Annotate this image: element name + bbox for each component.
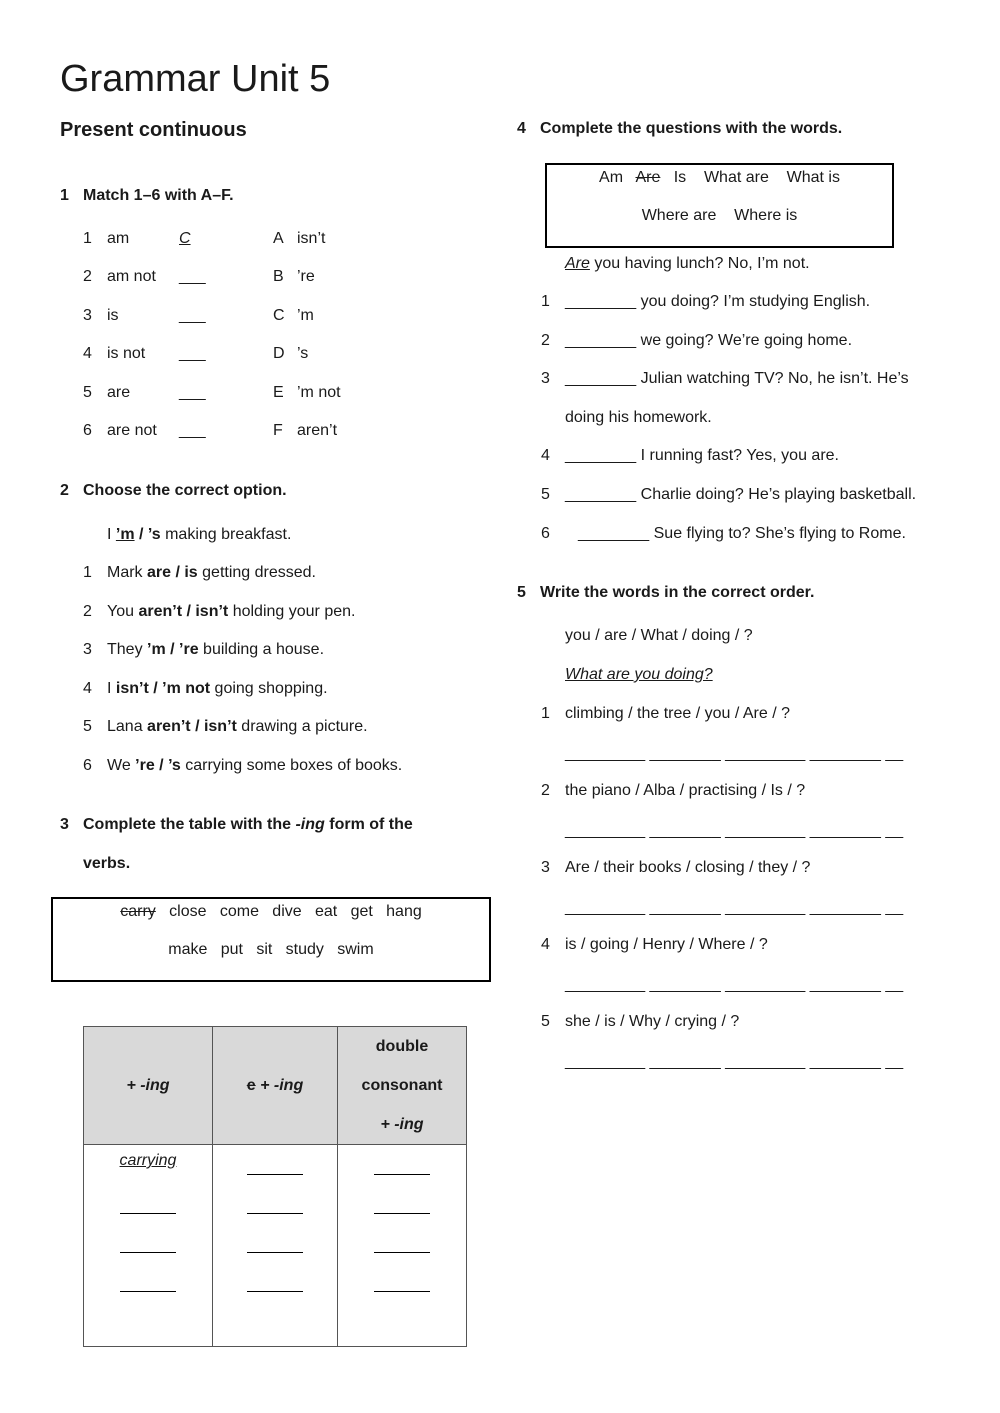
ex5-item-words: is / going / Henry / Where / ? [565,936,768,953]
ex4-item-num: 1 [541,293,550,310]
ex1-row-letter: A [273,230,284,247]
ex5-answer-line[interactable]: _________ ________ _________ ________ __ [565,1053,904,1070]
ex3-answer-blank[interactable] [247,1160,303,1175]
ex1-number: 1 [60,187,69,204]
ex1-row-word: are [107,384,131,401]
ex3-word-box [51,897,491,982]
ex4-blank[interactable]: ________ [565,447,637,464]
ex4-number: 4 [517,120,526,137]
ex3-word-box-line1: carry close come dive eat get hang [120,903,422,920]
ex5-item-words: the piano / Alba / practising / Is / ? [565,782,806,799]
ex4-example-answer: Are [565,255,590,272]
ex4-blank[interactable]: ________ [565,293,637,310]
ex3-answer-blank[interactable] [120,1199,176,1214]
ex1-row-form: ’s [297,345,309,362]
ex3-verb-table [83,1026,467,1347]
ex4-item: ________ Charlie doing? He’s playing basketball. [565,486,917,503]
ex4-blank[interactable]: ________ [578,525,650,542]
ex1-row-word: are not [107,422,157,439]
ex1-row-answer[interactable]: ___ [179,268,206,285]
ex4-item-num: 2 [541,332,550,349]
ex2-item: Lana aren’t / isn’t drawing a picture. [107,718,368,735]
page-subtitle: Present continuous [60,119,247,141]
ex2-example-sep[interactable]: / ’s [134,526,161,543]
ex4-example: Are you having lunch? No, I’m not. [565,255,810,272]
ex1-row-letter: C [273,307,285,324]
ex2-item: Mark are / is getting dressed. [107,564,316,581]
ex2-item-num: 3 [83,641,92,658]
ex1-row-num: 4 [83,345,92,362]
ex1-row-word: is not [107,345,146,362]
ex3-answer-blank[interactable] [374,1277,430,1292]
ex4-item: ________ you doing? I’m studying English. [565,293,871,310]
ex1-row-answer[interactable]: ___ [179,422,206,439]
ex5-answer-line[interactable]: _________ ________ _________ ________ __ [565,976,904,993]
ex2-item: They ’m / ’re building a house. [107,641,325,658]
ex4-blank[interactable]: ________ [565,370,637,387]
ex5-item-words: Are / their books / closing / they / ? [565,859,811,876]
ex3-header-double: double consonant + -ing [338,1027,467,1145]
page-title: Grammar Unit 5 [60,58,331,100]
ex5-item-num: 4 [541,936,550,953]
ex4-word-box-line2: Where are Where is [641,207,798,224]
ex5-item-words: climbing / the tree / you / Are / ? [565,705,790,722]
ex5-answer-line[interactable]: _________ ________ _________ ________ __ [565,822,904,839]
ex2-options[interactable]: isn’t / ’m not [115,680,211,697]
ex1-row-answer[interactable]: ___ [179,307,206,324]
ex5-example-words: you / are / What / doing / ? [565,627,753,644]
ex1-row-form: aren’t [297,422,338,439]
ex1-row-num: 5 [83,384,92,401]
ex2-item: I isn’t / ’m not going shopping. [107,680,328,697]
ex1-row-answer[interactable]: C [179,230,191,247]
ex3-answer-blank[interactable] [374,1238,430,1253]
ex2-options[interactable]: aren’t / isn’t [138,603,229,620]
ex4-item-num: 6 [541,525,550,542]
ex2-item-num: 4 [83,680,92,697]
ex1-row-form: isn’t [297,230,326,247]
ex5-instruction: Write the words in the correct order. [540,584,815,601]
ex2-options[interactable]: ’re / ’s [135,757,181,774]
ex2-number: 2 [60,482,69,499]
ex3-instruction-cont: verbs. [83,855,131,872]
ex1-row-answer[interactable]: ___ [179,384,206,401]
ex3-header-e-ing: e + -ing [213,1027,338,1145]
ex1-row-letter: B [273,268,284,285]
ex4-word-box [545,163,894,248]
ex5-example-answer: What are you doing? [565,666,713,683]
ex3-answer-blank[interactable] [247,1238,303,1253]
ex1-row-answer[interactable]: ___ [179,345,206,362]
ex2-options[interactable]: are / is [147,564,198,581]
ex3-word-box-line2: make put sit study swim [168,941,374,958]
ex3-answer-blank[interactable] [247,1277,303,1292]
ex5-item-num: 2 [541,782,550,799]
ex1-row-form: ’m not [297,384,341,401]
ex2-example-post: making breakfast. [160,526,292,543]
ex4-item: ________ we going? We’re going home. [565,332,853,349]
ex5-item-words: she / is / Why / crying / ? [565,1013,740,1030]
ex4-item: ________ I running fast? Yes, you are. [565,447,839,464]
ex1-row-letter: D [273,345,285,362]
ex1-row-num: 6 [83,422,92,439]
ex4-blank[interactable]: ________ [565,332,637,349]
ex2-item-num: 5 [83,718,92,735]
ex1-row-num: 3 [83,307,92,324]
ex4-item-num: 4 [541,447,550,464]
ex3-number: 3 [60,816,69,833]
ex4-item-num: 5 [541,486,550,503]
ex5-number: 5 [517,584,526,601]
ex2-example-answer[interactable]: ’m [115,526,135,543]
ex3-answer-blank[interactable] [247,1199,303,1214]
ex3-header-ing: + -ing [84,1027,213,1145]
ex3-instruction: Complete the table with the -ing form of the [83,816,413,833]
ex2-item-num: 2 [83,603,92,620]
ex2-options[interactable]: ’m / ’re [147,641,199,658]
ex4-item-cont: doing his homework. [565,409,712,426]
ex3-word-struck: carry [120,903,156,920]
ex2-item-num: 1 [83,564,92,581]
ex3-col-double [338,1145,467,1347]
ex5-item-num: 3 [541,859,550,876]
ex2-options[interactable]: aren’t / isn’t [147,718,237,735]
ex4-word-box-line1: Am Are Is What are What is [599,169,840,186]
ex2-example [107,526,291,544]
ex2-item: You aren’t / isn’t holding your pen. [107,603,356,620]
ex5-item-num: 1 [541,705,550,722]
ex3-example-answer: carrying [119,1152,177,1169]
ex3-answer-blank[interactable] [120,1277,176,1292]
ex2-item: We ’re / ’s carrying some boxes of books. [107,757,403,774]
ex3-answer-blank[interactable] [374,1160,430,1175]
ex1-row-num: 1 [83,230,92,247]
ex1-row-word: is [107,307,119,324]
ex4-item: ________ Julian watching TV? No, he isn’t. He’s [565,370,909,387]
ex1-row-word: am not [107,268,156,285]
ex4-item-num: 3 [541,370,550,387]
ex4-blank[interactable]: ________ [565,486,637,503]
ex5-answer-line[interactable]: _________ ________ _________ ________ __ [565,745,904,762]
ex1-row-word: am [107,230,130,247]
ex5-answer-line[interactable]: _________ ________ _________ ________ __ [565,899,904,916]
ex3-answer-blank[interactable] [374,1199,430,1214]
ex1-row-form: ’re [297,268,315,285]
ex1-row-letter: E [273,384,284,401]
ex1-row-form: ’m [297,307,314,324]
ex5-item-num: 5 [541,1013,550,1030]
ex3-answer-blank[interactable] [120,1238,176,1253]
ex3-col-e-ing [213,1145,338,1347]
ex1-row-num: 2 [83,268,92,285]
ex1-row-letter: F [273,422,283,439]
ex4-instruction: Complete the questions with the words. [540,120,843,137]
ex2-item-num: 6 [83,757,92,774]
ex4-item: ________ Sue flying to? She’s flying to Rome. [578,525,906,542]
ex1-instruction: Match 1–6 with A–F. [83,187,234,204]
ex3-col-ing [84,1145,213,1347]
ex2-example-pre: I [107,526,116,543]
ex2-instruction: Choose the correct option. [83,482,287,499]
